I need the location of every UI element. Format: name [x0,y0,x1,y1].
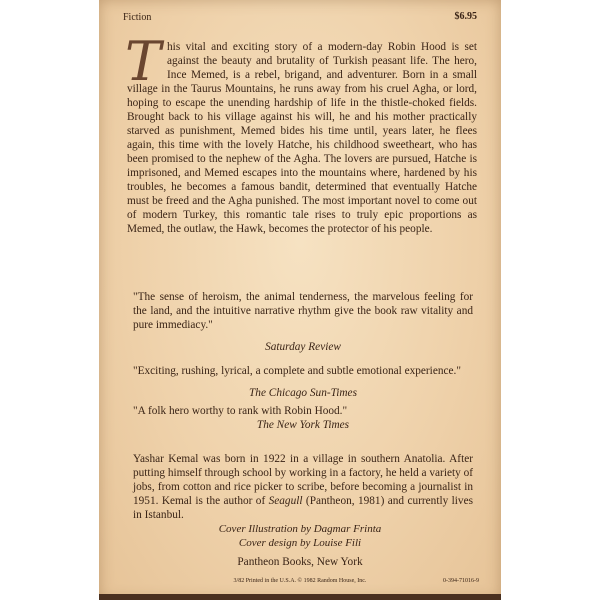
cover-credits [99,522,501,550]
book-back-cover [99,0,501,600]
book-title-seagull: Seagull [268,495,303,507]
bottom-edge [99,594,501,600]
drop-cap: T [125,30,162,93]
cover-design-credit: Cover design by Louise Fili [238,537,362,549]
review-source: Saturday Review [265,341,341,353]
review-quotes [133,290,473,432]
review-source: The Chicago Sun-Times [249,387,357,399]
price-label: $6.95 [454,11,477,22]
publisher-name: Pantheon Books, New York [237,556,363,568]
blurb-paragraph [125,30,477,236]
author-bio-text: Yashar Kemal was born in 1922 in a village in southern Anatolia. After putting himself through school by working in a factory, he held a variety of jobs, from cotton and rice picker to scribe, before becoming a journalist in 1951. Kemal is the author of [133,453,473,507]
author-bio [133,452,473,522]
review-quote: "The sense of heroism, the animal tenderness, the marvelous feeling for the land, and the intuitive narrative rhythm give the book raw vitality and pure immediacy." [133,291,473,331]
genre-label: Fiction [123,12,152,23]
review-quote: "A folk hero worthy to rank with Robin Hood." [133,405,348,417]
isbn-number: 0-394-71016-9 [443,578,479,584]
cover-illustration-credit: Cover Illustration by Dagmar Frinta [218,523,382,535]
author-bio-text-end: (Pantheon, 1981) and currently lives in Istanbul. [133,495,473,521]
blurb-text: his vital and exciting story of a modern-day Robin Hood is set against the beauty and brutality of Turkish peasant life. The hero, Ince Memed, is a rebel, brigand, and adventurer. Born in a small village in the Taurus Mountains, he runs away from his cruel Agha, or lord, hoping to escape the unending hardship of life in the thistle-choked fields. Brought back to his village against his will, he and his mother practically starved as punishment, Memed bides his time until, years later, he flees again, this time with the lovely Hatche, his childhood sweetheart, who has been promised to the nephew of the Agha. The lovers are pursued, Hatche is imprisoned, and Memed escapes into the mountains where, hardened by his troubles, he becomes a famous bandit, determined that eventually Hatche must be freed and the Agha punished. The most important novel to come out of modern Turkey, this romantic tale rises to truly epic proportions as Memed, the outlaw, the Hawk, becomes the protector of his people. [127,41,477,235]
printing-line: 3/82 Printed in the U.S.A. © 1982 Random House, Inc. [233,578,367,584]
review-quote: "Exciting, rushing, lyrical, a complete and subtle emotional experience." [133,365,461,377]
review-source: The New York Times [256,419,350,431]
